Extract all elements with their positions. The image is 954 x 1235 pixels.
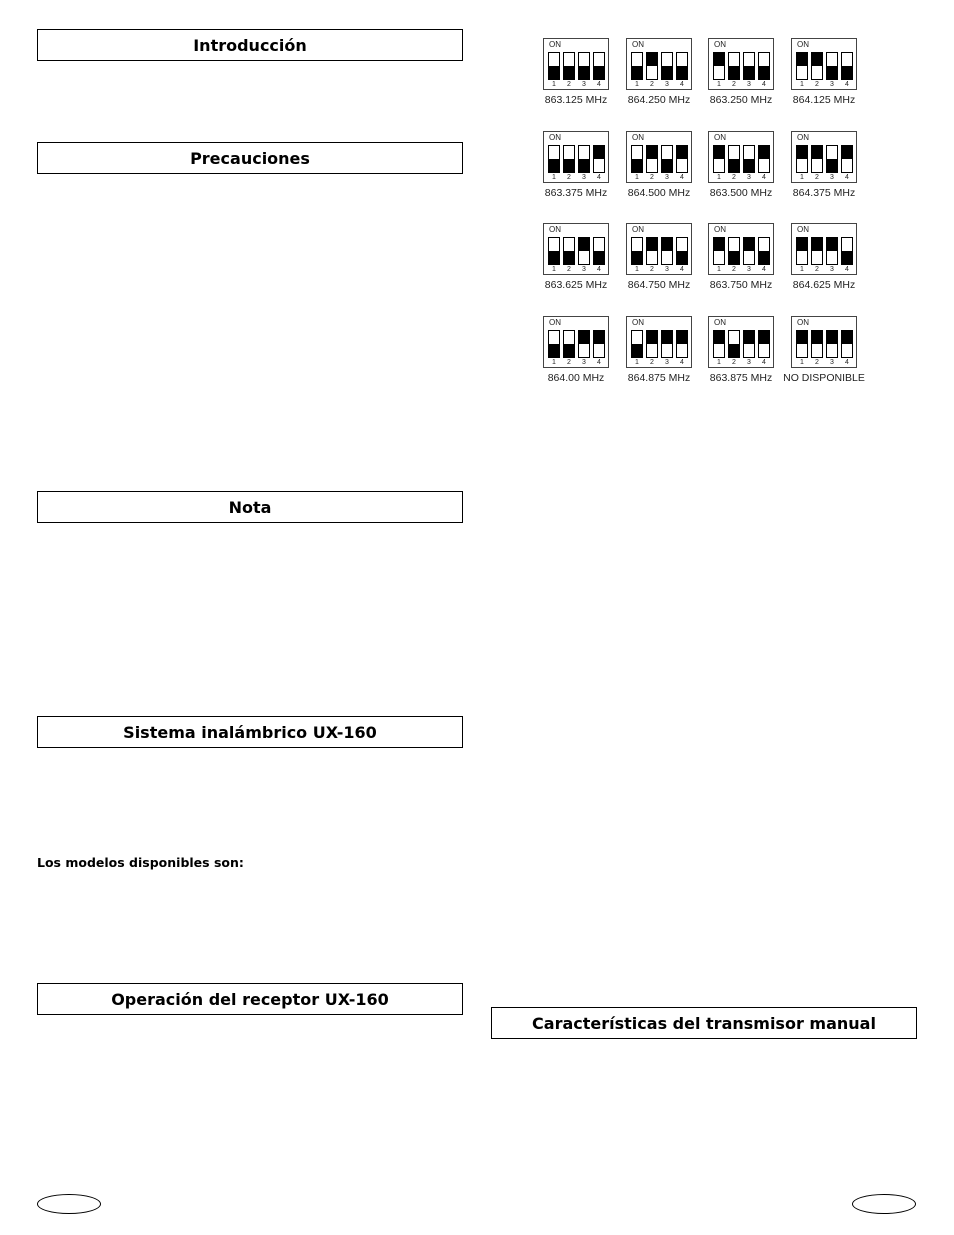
dip-switch-1 <box>796 237 808 265</box>
dip-setting <box>705 36 785 126</box>
dip-frequency-label: 864.750 MHz <box>627 279 691 291</box>
dip-switch-position <box>549 344 559 357</box>
dip-switch-position <box>812 238 822 251</box>
dip-switch-number: 3 <box>747 266 751 273</box>
dip-setting <box>623 221 703 311</box>
dip-switch-2 <box>563 145 575 173</box>
dip-switch-position <box>744 331 754 344</box>
dip-switch-position <box>549 159 559 172</box>
dip-switch-position <box>647 146 657 159</box>
dip-setting <box>705 314 785 404</box>
dip-switch-position <box>579 66 589 79</box>
dip-frequency-label: 863.750 MHz <box>709 279 773 291</box>
dip-switch-position <box>744 238 754 251</box>
dip-switch-1 <box>796 145 808 173</box>
dip-switch-number: 4 <box>680 81 684 88</box>
dip-switch-number: 1 <box>717 266 721 273</box>
dip-switch-number: 3 <box>747 81 751 88</box>
dip-switch-number: 4 <box>845 359 849 366</box>
dip-switch-position <box>759 331 769 344</box>
dip-switch-number: 1 <box>717 174 721 181</box>
dip-switch-position <box>729 66 739 79</box>
dip-switch-position <box>744 66 754 79</box>
dip-switch-diagram <box>626 131 692 183</box>
dip-switch-position <box>662 66 672 79</box>
section-title: Nota <box>228 497 272 517</box>
dip-switch-2 <box>811 145 823 173</box>
dip-switch-3 <box>826 237 838 265</box>
dip-on-label: ON <box>797 225 809 234</box>
dip-switch-number: 2 <box>815 266 819 273</box>
dip-switch-2 <box>728 145 740 173</box>
dip-switch-number: 2 <box>567 266 571 273</box>
dip-switch-number: 4 <box>597 174 601 181</box>
dip-switch-position <box>594 331 604 344</box>
dip-on-label: ON <box>797 318 809 327</box>
dip-switch-3 <box>743 237 755 265</box>
dip-switch-number: 1 <box>800 266 804 273</box>
dip-switch-position <box>594 251 604 264</box>
dip-switch-diagram <box>543 223 609 275</box>
dip-switch-number: 4 <box>762 81 766 88</box>
dip-switch-diagram <box>791 131 857 183</box>
dip-switch-position <box>729 344 739 357</box>
dip-on-label: ON <box>797 133 809 142</box>
dip-switch-position <box>842 66 852 79</box>
dip-on-label: ON <box>632 318 644 327</box>
dip-switch-number: 1 <box>717 81 721 88</box>
dip-switch-position <box>842 146 852 159</box>
dip-switch-4 <box>758 330 770 358</box>
dip-switch-position <box>564 159 574 172</box>
dip-switch-position <box>714 53 724 66</box>
dip-switch-position <box>812 53 822 66</box>
section-header-transmisor <box>491 1007 917 1039</box>
dip-switch-3 <box>661 145 673 173</box>
dip-switch-position <box>797 146 807 159</box>
dip-frequency-label: 863.375 MHz <box>544 187 608 199</box>
dip-switch-1 <box>548 330 560 358</box>
dip-switch-number: 2 <box>732 174 736 181</box>
dip-switch-number: 2 <box>567 359 571 366</box>
dip-switch-2 <box>646 237 658 265</box>
dip-switch-number: 2 <box>732 359 736 366</box>
dip-frequency-label: 863.875 MHz <box>709 372 773 384</box>
dip-switch-number: 3 <box>830 174 834 181</box>
dip-on-label: ON <box>632 225 644 234</box>
dip-switch-3 <box>578 145 590 173</box>
dip-switch-position <box>842 331 852 344</box>
dip-switch-diagram <box>791 316 857 368</box>
dip-switch-position <box>677 331 687 344</box>
dip-switch-3 <box>578 237 590 265</box>
dip-on-label: ON <box>549 40 561 49</box>
dip-switch-position <box>714 331 724 344</box>
dip-switch-4 <box>676 330 688 358</box>
dip-switch-1 <box>713 145 725 173</box>
dip-switch-diagram <box>543 316 609 368</box>
dip-switch-diagram <box>791 223 857 275</box>
dip-on-label: ON <box>632 40 644 49</box>
dip-switch-number: 1 <box>635 359 639 366</box>
dip-switch-number: 3 <box>665 359 669 366</box>
dip-switch-position <box>812 146 822 159</box>
section-title: Operación del receptor UX-160 <box>111 989 389 1009</box>
dip-switch-position <box>744 159 754 172</box>
dip-switch-position <box>662 331 672 344</box>
section-header-precauciones <box>37 142 463 174</box>
dip-switch-4 <box>676 237 688 265</box>
dip-switch-position <box>759 251 769 264</box>
dip-switch-4 <box>593 145 605 173</box>
dip-frequency-label: NO DISPONIBLE <box>783 372 865 384</box>
dip-switch-number: 2 <box>650 174 654 181</box>
dip-switch-1 <box>796 330 808 358</box>
dip-switch-position <box>564 251 574 264</box>
dip-switch-number: 1 <box>635 81 639 88</box>
dip-switch-4 <box>758 52 770 80</box>
dip-switch-diagram <box>626 223 692 275</box>
page-number-oval-right <box>852 1194 916 1214</box>
section-header-sistema <box>37 716 463 748</box>
dip-switch-3 <box>743 145 755 173</box>
dip-switch-1 <box>631 330 643 358</box>
dip-switch-diagram <box>708 131 774 183</box>
dip-switch-position <box>827 238 837 251</box>
dip-switch-3 <box>661 237 673 265</box>
dip-switch-diagram <box>791 38 857 90</box>
dip-switch-2 <box>728 52 740 80</box>
dip-switch-number: 2 <box>650 81 654 88</box>
dip-switch-2 <box>563 237 575 265</box>
dip-switch-4 <box>841 52 853 80</box>
dip-switch-4 <box>676 145 688 173</box>
section-title: Sistema inalámbrico UX-160 <box>123 722 377 742</box>
dip-switch-number: 1 <box>800 81 804 88</box>
section-title: Introducción <box>193 35 307 55</box>
dip-switch-position <box>677 251 687 264</box>
dip-switch-number: 3 <box>830 266 834 273</box>
dip-switch-position <box>797 331 807 344</box>
dip-frequency-label: 864.125 MHz <box>792 94 856 106</box>
section-title: Características del transmisor manual <box>532 1013 876 1033</box>
dip-switch-position <box>549 251 559 264</box>
dip-switch-1 <box>548 52 560 80</box>
dip-switch-3 <box>661 52 673 80</box>
dip-switch-position <box>549 66 559 79</box>
section-header-receptor <box>37 983 463 1015</box>
dip-switch-number: 1 <box>800 359 804 366</box>
dip-frequency-label: 864.625 MHz <box>792 279 856 291</box>
dip-switch-number: 2 <box>650 266 654 273</box>
dip-switch-number: 2 <box>732 81 736 88</box>
section-header-introduccion <box>37 29 463 61</box>
dip-switch-2 <box>646 52 658 80</box>
dip-frequency-label: 864.375 MHz <box>792 187 856 199</box>
dip-switch-position <box>579 159 589 172</box>
dip-setting <box>623 36 703 126</box>
dip-on-label: ON <box>632 133 644 142</box>
dip-switch-1 <box>631 237 643 265</box>
dip-switch-position <box>714 146 724 159</box>
dip-setting <box>540 314 620 404</box>
dip-switch-number: 2 <box>567 81 571 88</box>
dip-switch-number: 3 <box>665 81 669 88</box>
dip-setting <box>623 129 703 219</box>
dip-switch-number: 2 <box>815 359 819 366</box>
dip-switch-diagram <box>708 223 774 275</box>
dip-switch-4 <box>841 330 853 358</box>
dip-switch-number: 3 <box>582 266 586 273</box>
dip-switch-1 <box>548 145 560 173</box>
dip-switch-4 <box>841 145 853 173</box>
dip-setting <box>705 221 785 311</box>
dip-switch-number: 3 <box>665 266 669 273</box>
dip-switch-number: 4 <box>762 359 766 366</box>
dip-switch-number: 3 <box>747 174 751 181</box>
dip-on-label: ON <box>714 318 726 327</box>
dip-switch-3 <box>743 330 755 358</box>
dip-switch-position <box>647 238 657 251</box>
dip-on-label: ON <box>714 40 726 49</box>
dip-switch-number: 2 <box>815 174 819 181</box>
dip-switch-diagram <box>708 316 774 368</box>
dip-switch-number: 4 <box>597 266 601 273</box>
models-label: Los modelos disponibles son: <box>37 855 244 870</box>
dip-switch-2 <box>811 237 823 265</box>
dip-switch-position <box>594 66 604 79</box>
dip-switch-number: 3 <box>830 359 834 366</box>
dip-switch-3 <box>826 52 838 80</box>
dip-switch-4 <box>676 52 688 80</box>
dip-switch-2 <box>646 145 658 173</box>
dip-setting <box>788 129 868 219</box>
dip-switch-number: 1 <box>552 174 556 181</box>
dip-switch-number: 3 <box>830 81 834 88</box>
dip-switch-position <box>714 238 724 251</box>
dip-switch-diagram <box>543 38 609 90</box>
dip-switch-number: 3 <box>582 81 586 88</box>
dip-frequency-label: 864.875 MHz <box>627 372 691 384</box>
dip-switch-diagram <box>626 316 692 368</box>
dip-switch-number: 2 <box>650 359 654 366</box>
dip-switch-position <box>594 146 604 159</box>
dip-on-label: ON <box>549 133 561 142</box>
dip-switch-number: 1 <box>552 359 556 366</box>
dip-switch-number: 2 <box>567 174 571 181</box>
dip-switch-position <box>759 66 769 79</box>
dip-switch-4 <box>758 237 770 265</box>
dip-switch-3 <box>743 52 755 80</box>
dip-switch-position <box>564 344 574 357</box>
dip-frequency-label: 863.125 MHz <box>544 94 608 106</box>
dip-switch-position <box>827 66 837 79</box>
dip-switch-number: 1 <box>635 266 639 273</box>
dip-switch-position <box>827 159 837 172</box>
dip-switch-diagram <box>626 38 692 90</box>
dip-switch-diagram <box>708 38 774 90</box>
dip-switch-number: 1 <box>552 266 556 273</box>
dip-frequency-label: 864.500 MHz <box>627 187 691 199</box>
dip-setting <box>788 36 868 126</box>
dip-switch-1 <box>548 237 560 265</box>
dip-switch-2 <box>563 330 575 358</box>
dip-switch-1 <box>713 237 725 265</box>
dip-switch-number: 3 <box>582 359 586 366</box>
dip-switch-position <box>632 344 642 357</box>
section-title: Precauciones <box>190 148 310 168</box>
dip-switch-position <box>677 146 687 159</box>
dip-switch-3 <box>578 330 590 358</box>
dip-switch-position <box>677 66 687 79</box>
dip-switch-number: 2 <box>815 81 819 88</box>
dip-switch-number: 3 <box>582 174 586 181</box>
dip-on-label: ON <box>549 225 561 234</box>
dip-on-label: ON <box>549 318 561 327</box>
dip-switch-4 <box>841 237 853 265</box>
dip-on-label: ON <box>714 225 726 234</box>
dip-frequency-label: 863.500 MHz <box>709 187 773 199</box>
dip-switch-3 <box>826 330 838 358</box>
dip-setting <box>705 129 785 219</box>
dip-switch-position <box>842 251 852 264</box>
dip-frequency-label: 864.250 MHz <box>627 94 691 106</box>
dip-switch-3 <box>578 52 590 80</box>
dip-switch-3 <box>661 330 673 358</box>
dip-switch-position <box>729 251 739 264</box>
dip-switch-number: 4 <box>680 266 684 273</box>
dip-setting <box>540 36 620 126</box>
section-header-nota <box>37 491 463 523</box>
dip-switch-number: 4 <box>597 81 601 88</box>
dip-frequency-label: 863.250 MHz <box>709 94 773 106</box>
dip-switch-2 <box>728 330 740 358</box>
dip-switch-number: 4 <box>845 81 849 88</box>
dip-setting <box>788 221 868 311</box>
dip-switch-number: 1 <box>717 359 721 366</box>
dip-switch-1 <box>713 52 725 80</box>
dip-switch-number: 4 <box>762 266 766 273</box>
dip-switch-number: 1 <box>800 174 804 181</box>
dip-on-label: ON <box>714 133 726 142</box>
dip-switch-1 <box>631 145 643 173</box>
dip-switch-position <box>632 66 642 79</box>
dip-switch-position <box>647 53 657 66</box>
dip-switch-2 <box>646 330 658 358</box>
dip-setting <box>783 314 868 404</box>
page-number-oval-left <box>37 1194 101 1214</box>
dip-switch-2 <box>728 237 740 265</box>
dip-setting <box>540 129 620 219</box>
dip-switch-position <box>662 238 672 251</box>
dip-setting <box>623 314 703 404</box>
dip-switch-1 <box>631 52 643 80</box>
dip-switch-4 <box>593 330 605 358</box>
dip-switch-4 <box>593 52 605 80</box>
dip-frequency-label: 863.625 MHz <box>544 279 608 291</box>
dip-switch-4 <box>593 237 605 265</box>
dip-switch-position <box>827 331 837 344</box>
dip-switch-position <box>729 159 739 172</box>
dip-switch-4 <box>758 145 770 173</box>
dip-switch-position <box>647 331 657 344</box>
dip-switch-2 <box>811 52 823 80</box>
dip-switch-number: 4 <box>762 174 766 181</box>
dip-switch-number: 1 <box>552 81 556 88</box>
dip-switch-number: 1 <box>635 174 639 181</box>
dip-switch-2 <box>563 52 575 80</box>
dip-switch-position <box>812 331 822 344</box>
dip-switch-number: 4 <box>680 174 684 181</box>
dip-switch-number: 3 <box>665 174 669 181</box>
dip-switch-position <box>564 66 574 79</box>
dip-setting <box>540 221 620 311</box>
dip-switch-position <box>797 53 807 66</box>
dip-switch-position <box>632 159 642 172</box>
dip-switch-number: 2 <box>732 266 736 273</box>
dip-switch-position <box>662 159 672 172</box>
dip-switch-position <box>797 238 807 251</box>
dip-switch-1 <box>713 330 725 358</box>
dip-on-label: ON <box>797 40 809 49</box>
dip-switch-3 <box>826 145 838 173</box>
dip-switch-1 <box>796 52 808 80</box>
dip-switch-number: 4 <box>597 359 601 366</box>
dip-switch-diagram <box>543 131 609 183</box>
dip-switch-position <box>579 331 589 344</box>
dip-switch-position <box>632 251 642 264</box>
dip-frequency-label: 864.00 MHz <box>547 372 605 384</box>
dip-switch-number: 4 <box>680 359 684 366</box>
dip-switch-number: 4 <box>845 266 849 273</box>
dip-switch-position <box>759 146 769 159</box>
dip-switch-2 <box>811 330 823 358</box>
dip-switch-number: 3 <box>747 359 751 366</box>
dip-switch-position <box>579 238 589 251</box>
dip-switch-number: 4 <box>845 174 849 181</box>
